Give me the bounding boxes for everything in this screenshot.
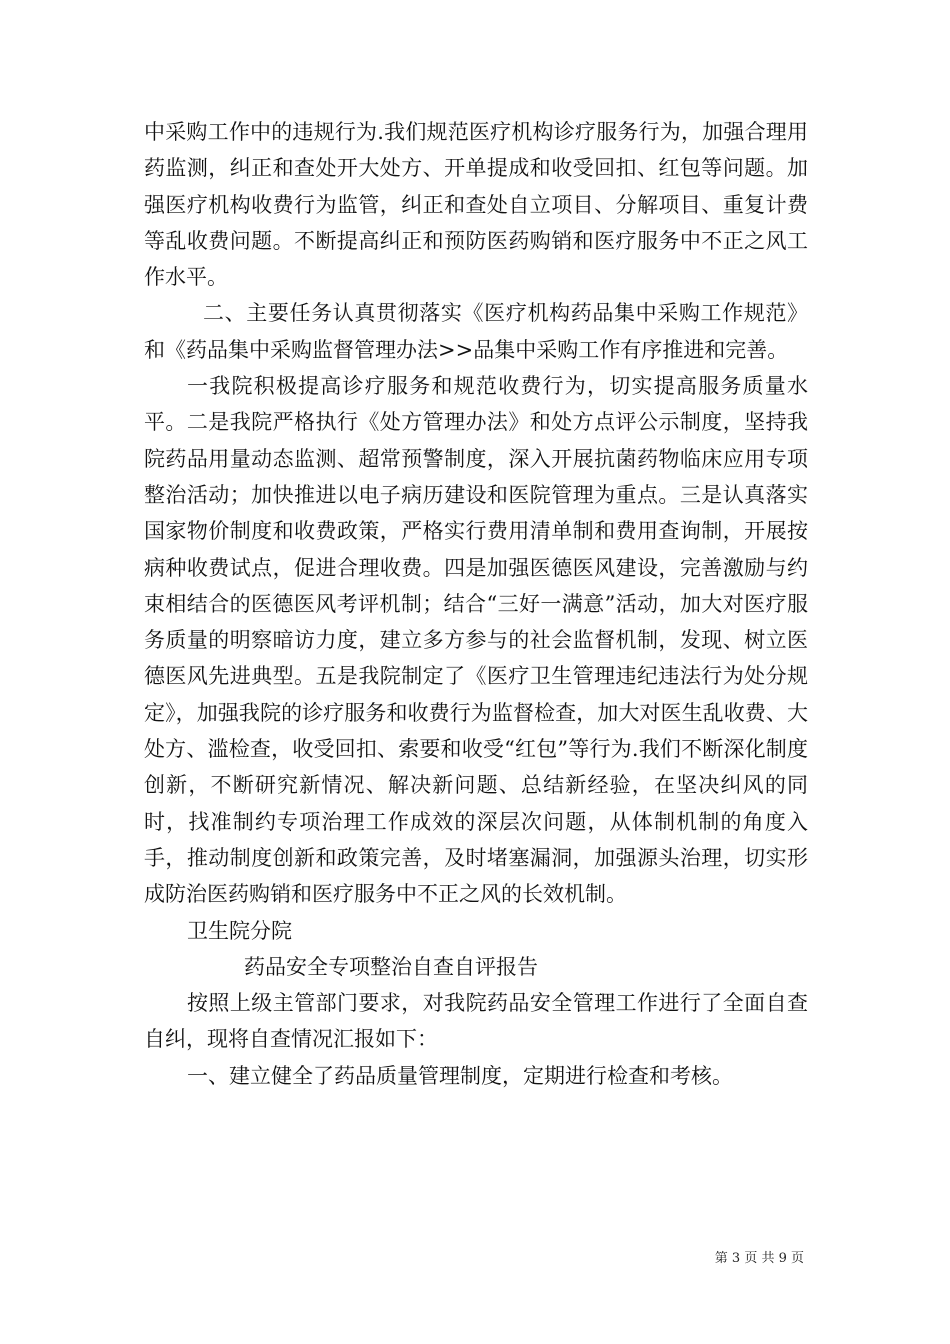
report-title: 药品安全专项整治自查自评报告 [244, 954, 538, 979]
paragraph-continuation: 中采购工作中的违规行为.我们规范医疗机构诊疗服务行为，加强合理用药监测，纠正和查处开大处方、开单提成和收受回扣、红包等问题。加强医疗机构收费行为监管，纠正和查处自立项目、分解项目、重复计费等乱收费问题。不断提高纠正和预防医药购销和医疗服务中不正之风工作水平。 [144, 120, 808, 290]
paragraph-report-intro: 按照上级主管部门要求，对我院药品安全管理工作进行了全面自查自纠，现将自查情况汇报如下： [144, 991, 808, 1052]
paragraph-main-tasks: 二、主要任务认真贯彻落实《医疗机构药品集中采购工作规范》和《药品集中采购监督管理办法>>品集中采购工作有序推进和完善。 [144, 301, 808, 362]
paragraph-measures: 一我院积极提高诊疗服务和规范收费行为，切实提高服务质量水平。二是我院严格执行《处方管理办法》和处方点评公示制度，坚持我院药品用量动态监测、超常预警制度，深入开展抗菌药物临床应用专项整治活动；加快推进以电子病历建设和医院管理为重点。三是认真落实国家物价制度和收费政策，严格实行费用清单制和费用查询制，开展按病种收费试点，促进合理收费。四是加强医德医风建设，完善激励与约束相结合的医德医风考评机制；结合“三好一满意”活动，加大对医疗服务质量的明察暗访力度，建立多方参与的社会监督机制，发现、树立医德医风先进典型。五是我院制定了《医疗卫生管理违纪违法行为处分规定》，加强我院的诊疗服务和收费行为监督检查，加大对医生乱收费、大处方、滥检查，收受回扣、索要和收受“红包”等行为.我们不断深化制度创新，不断研究新情况、解决新问题、总结新经验，在坚决纠风的同时，找准制约专项治理工作成效的深层次问题，从体制机制的角度入手，推动制度创新和政策完善，及时堵塞漏洞，加强源头治理，切实形成防治医药购销和医疗服务中不正之风的长效机制。 [144, 374, 808, 907]
document-body [144, 114, 808, 1094]
page-number: 第 3 页 共 9 页 [714, 1251, 804, 1266]
paragraph-section-one: 一、建立健全了药品质量管理制度，定期进行检查和考核。 [187, 1063, 733, 1088]
signature-unit: 卫生院分院 [187, 918, 292, 943]
